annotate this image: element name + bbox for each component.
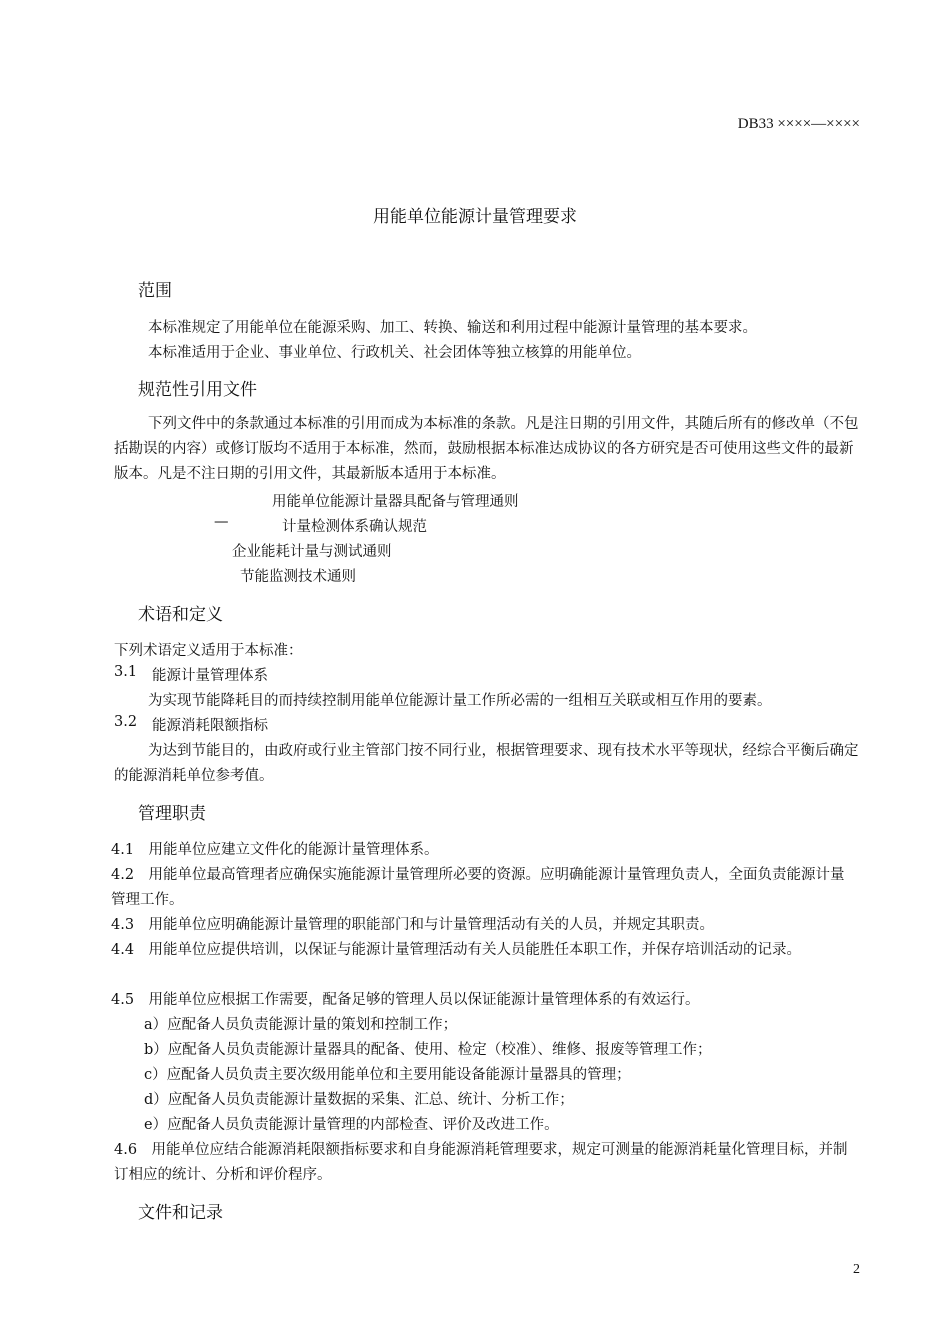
section-heading-documents-records: 文件和记录 bbox=[138, 1203, 223, 1223]
clause: 4.6 用能单位应结合能源消耗限额指标要求和自身能源消耗管理要求，规定可测量的能源消耗量化管理目标，并制订相应的统计、分析和评价程序。 bbox=[114, 1142, 848, 1183]
section-heading-terms: 术语和定义 bbox=[138, 605, 223, 625]
paragraph: 下列术语定义适用于本标准： bbox=[114, 643, 303, 659]
reference-item: 用能单位能源计量器具配备与管理通则 bbox=[272, 494, 519, 510]
paragraph: 本标准规定了用能单位在能源采购、加工、转换、输送和利用过程中能源计量管理的基本要求。 bbox=[148, 320, 757, 336]
page-title: 用能单位能源计量管理要求 bbox=[373, 207, 577, 227]
section-heading-management-responsibility: 管理职责 bbox=[138, 804, 206, 824]
list-item: b）应配备人员负责能源计量器具的配备、使用、检定（校准）、维修、报废等管理工作； bbox=[144, 1042, 712, 1058]
reference-item: 计量检测体系确认规范 bbox=[282, 519, 427, 535]
list-item: d）应配备人员负责能源计量数据的采集、汇总、统计、分析工作； bbox=[144, 1092, 574, 1108]
paragraph: 本标准适用于企业、事业单位、行政机关、社会团体等独立核算的用能单位。 bbox=[148, 345, 641, 361]
reference-item: 企业能耗计量与测试通则 bbox=[232, 544, 392, 560]
clause: 4.3 用能单位应明确能源计量管理的职能部门和与计量管理活动有关的人员，并规定其职责。 bbox=[111, 917, 715, 933]
paragraph: 下列文件中的条款通过本标准的引用而成为本标准的条款。凡是注日期的引用文件，其随后所有的修改单（不包括勘误的内容）或修订版均不适用于本标准，然而，鼓励根据本标准达成协议的各方研究是否可使用这些文件的最新版本。凡是不注日期的引用文件，其最新版本适用于本标准。 bbox=[114, 416, 859, 482]
document-code: DB33 ××××—×××× bbox=[737, 116, 860, 132]
term-name: 能源消耗限额指标 bbox=[152, 718, 268, 734]
clause: 4.1 用能单位应建立文件化的能源计量管理体系。 bbox=[111, 842, 439, 858]
list-item: e）应配备人员负责能源计量管理的内部检查、评价及改进工作。 bbox=[144, 1117, 559, 1133]
clause: 4.4 用能单位应提供培训，以保证与能源计量管理活动有关人员能胜任本职工作，并保存培训活动的记录。 bbox=[111, 942, 802, 958]
term-name: 能源计量管理体系 bbox=[152, 668, 268, 684]
term-number: 3.2 bbox=[114, 714, 138, 730]
clause: 4.2 用能单位最高管理者应确保实施能源计量管理所必要的资源。应明确能源计量管理负责人，全面负责能源计量管理工作。 bbox=[111, 867, 845, 908]
term-number: 3.1 bbox=[114, 664, 138, 680]
section-heading-normative-references: 规范性引用文件 bbox=[138, 380, 257, 400]
reference-dash: — bbox=[214, 514, 229, 530]
section-heading-scope: 范围 bbox=[138, 281, 172, 301]
page-number: 2 bbox=[853, 1262, 860, 1277]
clause: 4.5 用能单位应根据工作需要，配备足够的管理人员以保证能源计量管理体系的有效运行。 bbox=[111, 992, 700, 1008]
term-definition: 为实现节能降耗目的而持续控制用能单位能源计量工作所必需的一组相互关联或相互作用的要素。 bbox=[148, 693, 772, 709]
reference-item: 节能监测技术通则 bbox=[240, 569, 356, 585]
list-item: c）应配备人员负责主要次级用能单位和主要用能设备能源计量器具的管理； bbox=[144, 1067, 631, 1083]
list-item: a）应配备人员负责能源计量的策划和控制工作； bbox=[144, 1017, 458, 1033]
term-definition: 为达到节能目的，由政府或行业主管部门按不同行业，根据管理要求、现有技术水平等现状，经综合平衡后确定的能源消耗单位参考值。 bbox=[114, 743, 859, 784]
